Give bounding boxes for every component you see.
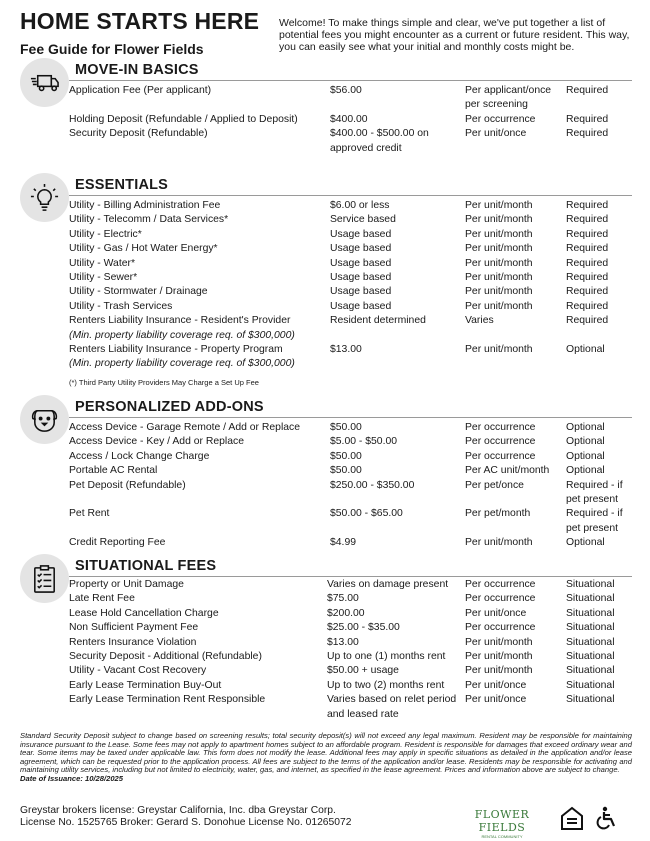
fee-amount: Up to two (2) months rent [327, 679, 445, 691]
fee-status: Optional [566, 537, 605, 549]
accessibility-icon [594, 806, 618, 830]
table-row [20, 479, 632, 508]
fee-name-text: Renters Liability Insurance - Resident's Provider [69, 315, 291, 327]
fee-amount: $4.99 [330, 537, 357, 549]
table-row [20, 435, 632, 449]
fee-status: Situational [566, 579, 615, 590]
fee-name-text: Renters Liability Insurance - Property Program [69, 344, 283, 356]
fee-amount: $25.00 - $35.00 [327, 622, 400, 634]
fee-frequency: Per unit/month [465, 537, 533, 549]
fee-status: Situational [566, 593, 615, 605]
table-row [20, 242, 632, 256]
section-title: MOVE-IN BASICS [75, 62, 199, 78]
fee-status: Optional [566, 344, 605, 356]
fee-subnote: (Min. property liability coverage req. of $300,000) [69, 329, 295, 341]
fee-frequency: Per occurrence [465, 436, 536, 448]
fee-subnote: (Min. property liability coverage req. of $300,000) [69, 358, 295, 370]
fee-status: Optional [566, 422, 605, 433]
table-row [20, 578, 632, 592]
section-personalized-add-ons [20, 395, 632, 551]
fee-amount: Usage based [330, 228, 392, 240]
fee-amount: $13.00 [330, 344, 362, 356]
table-row [20, 257, 632, 271]
section-title: ESSENTIALS [75, 177, 169, 193]
section-essentials [20, 173, 632, 387]
page-subtitle: Fee Guide for Flower Fields [20, 41, 204, 57]
fee-name: Portable AC Rental [69, 465, 158, 477]
fee-name: Security Deposit (Refundable) [69, 128, 208, 140]
fee-amount: $5.00 - $50.00 [330, 436, 398, 448]
fee-name: Utility - Trash Services [69, 300, 173, 312]
fee-frequency: Per unit/month [465, 286, 533, 298]
fee-frequency: Per unit/month [465, 214, 533, 226]
fee-frequency: Per unit/month [465, 665, 533, 677]
section-divider [69, 195, 632, 196]
fee-amount: $56.00 [330, 85, 362, 96]
section-divider [69, 576, 632, 577]
table-row [20, 228, 632, 242]
broker-license [20, 805, 351, 829]
fee-frequency: Per unit/month [465, 228, 533, 240]
fee-name [20, 314, 330, 343]
page-title: HOME STARTS HERE [20, 8, 260, 34]
table-row [20, 127, 632, 156]
header [20, 8, 630, 58]
fee-name: Renters Insurance Violation [69, 636, 197, 648]
fee-status: Situational [566, 694, 615, 706]
fee-amount: $50.00 [330, 450, 362, 462]
fee-frequency: Per unit/month [465, 344, 533, 356]
license-line-1: Greystar brokers license: Greystar California, Inc. dba Greystar Corp. [20, 805, 336, 816]
table-row [20, 285, 632, 299]
fee-name: Property or Unit Damage [69, 579, 184, 590]
table-row [20, 300, 632, 314]
fee-status: Required [566, 228, 609, 240]
fee-amount: Usage based [330, 257, 392, 269]
fee-table [20, 84, 632, 156]
fee-amount: $200.00 [327, 607, 365, 619]
fee-amount: $50.00 + usage [327, 665, 399, 677]
fee-status: Situational [566, 622, 615, 634]
fee-name: Utility - Electric* [69, 228, 142, 240]
fee-frequency: Per unit/month [465, 272, 533, 284]
fee-status: Optional [566, 465, 605, 477]
fee-frequency: Per unit/once [465, 679, 527, 691]
fee-frequency: Per occurrence [465, 579, 536, 590]
fee-frequency: Per unit/month [465, 651, 533, 663]
fee-amount: Resident determined [330, 315, 426, 327]
table-row [20, 84, 632, 113]
fee-amount: $6.00 or less [330, 200, 390, 211]
issuance-date: Date of Issuance: 10/28/2025 [20, 773, 123, 783]
table-row [20, 213, 632, 227]
table-row [20, 664, 632, 678]
table-row [20, 314, 632, 343]
fee-name: Lease Hold Cancellation Charge [69, 607, 219, 619]
fee-status: Required [566, 85, 609, 96]
fee-name [20, 343, 330, 372]
table-row [20, 421, 632, 435]
fee-name: Utility - Sewer* [69, 272, 138, 284]
fee-frequency: Per occurrence [465, 622, 536, 634]
equal-housing-icon [560, 806, 584, 832]
fee-frequency: Varies [465, 315, 494, 327]
fee-frequency: Per pet/month [465, 508, 531, 520]
fee-status: Required [566, 200, 609, 211]
fee-name: Credit Reporting Fee [69, 537, 166, 549]
table-row [20, 271, 632, 285]
fee-status: Required [566, 257, 609, 269]
disclaimer [20, 732, 632, 784]
table-row [20, 507, 632, 536]
fee-amount: $13.00 [327, 636, 359, 648]
fee-frequency: Per unit/once [465, 128, 527, 140]
fee-name: Access / Lock Change Charge [69, 450, 210, 462]
fee-status: Required - if pet present [566, 479, 623, 506]
fee-status: Situational [566, 636, 615, 648]
table-row [20, 592, 632, 606]
table-row [20, 464, 632, 478]
fee-status: Situational [566, 679, 615, 691]
section-move-in-basics [20, 58, 632, 156]
fee-frequency: Per occurrence [465, 422, 536, 433]
fee-name: Utility - Telecomm / Data Services* [69, 214, 229, 226]
table-row [20, 536, 632, 550]
section-divider [69, 417, 632, 418]
logo-text: FLOWER FIELDS [474, 808, 530, 834]
fee-amount: $50.00 [330, 465, 362, 477]
fee-name: Security Deposit - Additional (Refundable) [69, 651, 262, 663]
fee-table [20, 578, 632, 722]
fee-amount: Usage based [330, 300, 392, 312]
fee-amount: $50.00 - $65.00 [330, 508, 403, 520]
fee-status: Required [566, 128, 609, 140]
fee-amount: Usage based [330, 286, 392, 298]
fee-frequency: Per unit/once [465, 607, 527, 619]
fee-table [20, 199, 632, 387]
fee-status: Required [566, 286, 609, 298]
utility-footnote: (*) Third Party Utility Providers May Charge a Set Up Fee [69, 377, 259, 387]
fee-frequency: Per occurrence [465, 593, 536, 605]
section-situational-fees [20, 554, 632, 722]
fee-status: Required [566, 315, 609, 327]
fee-frequency: Per unit/month [465, 257, 533, 269]
fee-status: Situational [566, 607, 615, 619]
fee-frequency: Per unit/once [465, 694, 527, 706]
fee-name: Access Device - Key / Add or Replace [69, 436, 244, 448]
section-divider [69, 80, 632, 81]
fee-frequency: Per AC unit/month [465, 465, 550, 477]
table-row [20, 450, 632, 464]
section-title: SITUATIONAL FEES [75, 558, 217, 574]
flower-fields-logo [453, 808, 551, 839]
fee-name: Utility - Vacant Cost Recovery [69, 665, 207, 677]
fee-name: Application Fee (Per applicant) [69, 85, 212, 96]
fee-name: Early Lease Termination Buy-Out [69, 679, 222, 691]
fee-name: Utility - Water* [69, 257, 136, 269]
table-row [20, 199, 632, 213]
license-line-2: License No. 1525765 Broker: Gerard S. Donohue License No. 01265072 [20, 817, 352, 828]
fee-frequency: Per unit/month [465, 243, 533, 255]
fee-name: Utility - Stormwater / Drainage [69, 286, 208, 298]
table-row [20, 607, 632, 621]
fee-status: Required [566, 243, 609, 255]
fee-table [20, 421, 632, 551]
fee-amount: $400.00 [330, 113, 368, 125]
fee-status: Situational [566, 651, 615, 663]
fee-frequency: Per applicant/once per screening [465, 85, 552, 111]
fee-frequency: Per pet/once [465, 479, 524, 491]
fee-name: Pet Rent [69, 508, 110, 520]
fee-amount: $250.00 - $350.00 [330, 479, 415, 491]
fee-name: Utility - Gas / Hot Water Energy* [69, 243, 218, 255]
fee-status: Optional [566, 436, 605, 448]
fee-amount: Varies on damage present [327, 579, 449, 590]
fee-frequency: Per unit/month [465, 300, 533, 312]
fee-status: Required [566, 214, 609, 226]
fee-frequency: Per unit/month [465, 636, 533, 648]
table-row [20, 693, 632, 722]
fee-frequency: Per unit/month [465, 200, 533, 211]
fee-amount: Up to one (1) months rent [327, 651, 446, 663]
fee-name: Early Lease Termination Rent Responsible [69, 694, 266, 706]
fee-amount: Usage based [330, 243, 392, 255]
table-row [20, 679, 632, 693]
fee-amount: $75.00 [327, 593, 359, 605]
fee-name: Non Sufficient Payment Fee [69, 622, 199, 634]
fee-amount: $400.00 - $500.00 on approved credit [330, 128, 429, 154]
fee-amount: Service based [330, 214, 396, 226]
fee-amount: $50.00 [330, 422, 362, 433]
fee-status: Optional [566, 450, 605, 462]
disclaimer-text: Standard Security Deposit subject to change based on screening results; total security deposit(s) will not exceed any legal maximum. Resident may be responsible for maintaining insurance pursuant to the Lease. Some fees may not apply to apartment homes subject to an affordable program. Resident is responsible for damages that exceed ordinary wear and tear. Some items may be taxed under applicable law. This form does not modify the lease. Additional fees may apply in specific situations as detailed in the application and/or lease agreement, which can be requested prior to the application process. All fees are subject to the terms of the application and/or lease. Residents may be responsible for activating and maintaining utility services, including but not limited to electricity, water, gas, and internet, as specified in the lease agreement. Prices and information above are subject to change. [20, 731, 632, 775]
section-title: PERSONALIZED ADD-ONS [75, 399, 264, 415]
table-row [20, 343, 632, 372]
logo-tagline: RENTAL COMMUNITY [481, 834, 523, 839]
fee-frequency: Per occurrence [465, 113, 536, 125]
table-row [20, 636, 632, 650]
fee-status: Required [566, 300, 609, 312]
fee-status: Situational [566, 665, 615, 677]
fee-status: Required - if pet present [566, 508, 623, 534]
table-row [20, 621, 632, 635]
table-row [20, 650, 632, 664]
fee-name: Utility - Billing Administration Fee [69, 200, 221, 211]
fee-amount: Varies based on relet period and leased rate [327, 694, 457, 720]
table-row [20, 113, 632, 127]
fee-amount: Usage based [330, 272, 392, 284]
welcome-text: Welcome! To make things simple and clear, we've put together a list of potential fees you might encounter as a current or future resident. This way, you can easily see what your initial and monthly costs might be. [279, 17, 630, 53]
fee-frequency: Per occurrence [465, 450, 536, 462]
fee-name: Pet Deposit (Refundable) [69, 479, 186, 491]
fee-status: Required [566, 272, 609, 284]
fee-name: Late Rent Fee [69, 593, 135, 605]
fee-status: Required [566, 113, 609, 125]
fee-name: Access Device - Garage Remote / Add or Replace [69, 422, 301, 433]
fee-name: Holding Deposit (Refundable / Applied to Deposit) [69, 113, 298, 125]
